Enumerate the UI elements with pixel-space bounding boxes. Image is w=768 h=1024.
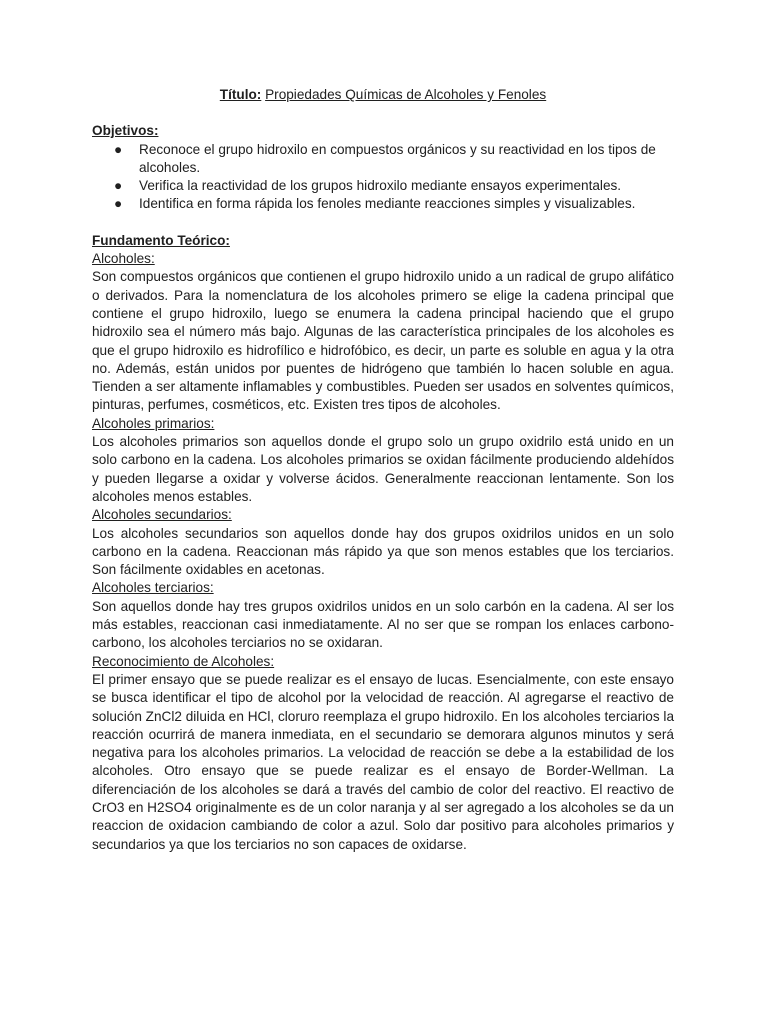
bullet-icon: ● [114,196,123,212]
section-body-terciarios: Son aquellos donde hay tres grupos oxidrilos unidos en un solo carbón en la cadena. Al ser los más estables, reaccionan casi inmediatamente. Al no ser que se rompan los enlaces carbono-carbono, los alcoholes terciarios no se oxidaran. [92,598,674,651]
objective-text: Verifica la reactividad de los grupos hidroxilo mediante ensayos experimentales. [139,178,622,194]
section-body-alcoholes: Son compuestos orgánicos que contienen el grupo hidroxilo unido a un radical de grupo alifático o derivados. Para la nomenclatura de los alcoholes primero se elige la cadena principal que contiene el grupo hidroxilo, luego se enumera la cadena principal haciendo que el grupo hidroxilo sea el número más bajo. Algunas de las característica principales de los alcoholes es que el grupo hidroxilo es hidrofílico e hidrofóbico, es decir, un parte es soluble en agua y la otra no. Además, están unidos por puentes de hidrógeno que también lo hacen soluble en agua. Tienden a ser altamente inflamables y combustibles. Pueden ser usados en solventes químicos, pinturas, perfumes, cosméticos, etc. Existen tres tipos de alcoholes. [92,269,674,413]
objective-item [92,177,674,195]
objective-item [92,195,674,213]
document-page [92,86,674,854]
section-body-primarios: Los alcoholes primarios son aquellos donde el grupo solo un grupo oxidrilo está unido en un solo carbono en la cadena. Los alcoholes primarios se oxidan fácilmente produciendo aldehídos y pueden llegarse a oxidar y volverse ácidos. Generalmente reaccionan lentamente. Son los alcoholes menos estables. [92,434,674,504]
section-heading-reconocimiento: Reconocimiento de Alcoholes: [92,653,275,669]
section-body-secundarios: Los alcoholes secundarios son aquellos donde hay dos grupos oxidrilos unidos en un solo carbono en la cadena. Reaccionan más rápido ya que son menos estables que los terciarios. Son fácilmente oxidables en acetonas. [92,525,674,578]
objectives-list [92,141,674,214]
objective-item [92,141,674,178]
section-heading-primarios: Alcoholes primarios: [92,415,215,431]
section-heading-secundarios: Alcoholes secundarios: [92,507,232,523]
objective-text: Reconoce el grupo hidroxilo en compuestos orgánicos y su reactividad en los tipos de alcoholes. [139,141,656,175]
objectives-heading: Objetivos: [92,123,159,139]
objective-text: Identifica en forma rápida los fenoles mediante reacciones simples y visualizables. [139,196,636,212]
title-text: Propiedades Químicas de Alcoholes y Fenoles [265,87,547,102]
title-label: Título: [219,87,262,102]
section-body-reconocimiento: El primer ensayo que se puede realizar es el ensayo de lucas. Esencialmente, con este ensayo se busca identificar el tipo de alcohol por la velocidad de reacción. Al agregarse el reactivo de solución ZnCl2 diluida en HCl, cloruro reemplaza el grupo hidroxilo. En los alcoholes terciarios la reacción ocurrirá de manera inmediata, en el secundario se demorara algunos minutos y será negativa para los alcoholes primarios. La velocidad de reacción se debe a la estabilidad de los alcoholes. Otro ensayo que se puede realizar es el ensayo de Border-Wellman. La diferenciación de los alcoholes se dará a través del cambio de color del reactivo. El reactivo de CrO3 en H2SO4 originalmente es de un color naranja y al ser agregado a los alcoholes se da un reaccion de oxidacion cambiando de color a azul. Solo dar positivo para alcoholes primarios y secundarios ya que los terciarios no son capaces de oxidarse. [92,671,674,852]
theory-heading: Fundamento Teórico: [92,232,230,248]
document-title [92,86,674,104]
section-heading-terciarios: Alcoholes terciarios: [92,580,214,596]
section-heading-alcoholes: Alcoholes: [92,251,155,267]
bullet-icon: ● [114,178,123,194]
bullet-icon: ● [114,141,123,157]
